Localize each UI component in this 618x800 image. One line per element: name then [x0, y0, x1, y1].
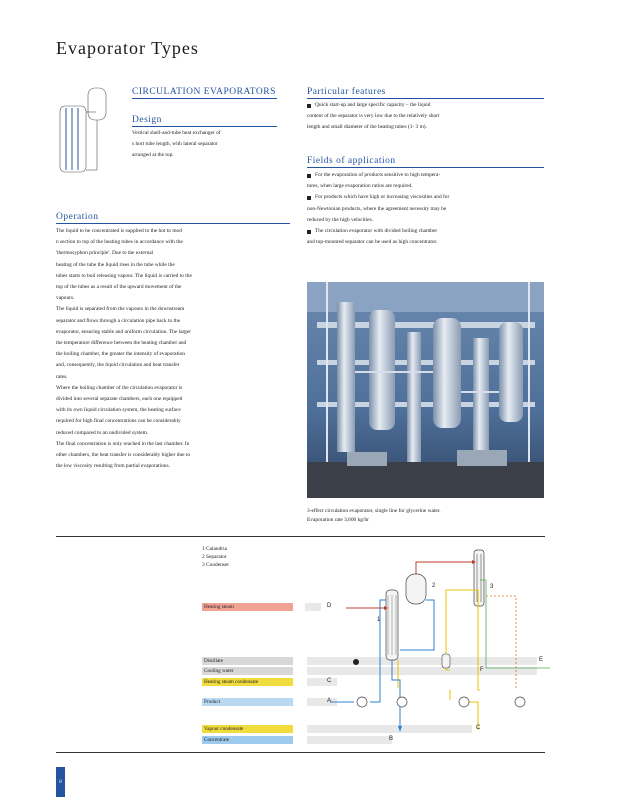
stream-letter-c2: C	[476, 725, 481, 731]
photo-caption: 3-effect circulation evaporator, single line for glycerine water. Evaporation rate 3,600 kg/hr	[307, 508, 441, 523]
page-number-tab	[56, 767, 65, 797]
bottom-divider	[56, 752, 545, 753]
stream-letter-c: C	[327, 678, 332, 684]
heading-rule	[132, 98, 277, 99]
equipment-number-2: 2	[432, 583, 436, 589]
bullet-icon	[307, 104, 311, 108]
plant-photo	[307, 282, 544, 498]
diagram-legend	[202, 546, 229, 569]
page-title: Evaporator Types	[56, 38, 199, 58]
design-text: Vertical shell-and-tube heat exchanger of s hort tube length, with lateral separator arranged at the top.	[132, 130, 221, 159]
features-text: Quick start-up and large specific capacity – the liquid content of the separator is very low due to the relatively short length and small diameter of the heating tubes (1- 3 m).	[307, 102, 440, 131]
legend-item: 1 Calandria	[202, 546, 227, 552]
stream-letter-e: E	[539, 657, 544, 663]
flow-diagram	[300, 540, 550, 750]
stream-concentrate: Concentrate	[202, 736, 293, 744]
operation-text: The liquid to be concentrated is supplied to the hot to mod n section to top of the heating tubes in accordance with the 'thermosyphon principle'. Due to the external heating of the tube the liquid rises in the tube while the tubes starts to boil releasing vapour. The liquid is carried to the top of the tubes as a result of the upward movement of the vapours. The liquid is separated from the vapours in the downstream separator and flows through a circulation pipe back to the evaporator, ensuring stable and uniform circulation. The larger the temperature difference between the heating chamber and the boiling chamber, the greater the intensity of evaporation and, consequently, the liquid circulation and heat transfer rates. Where the boiling chamber of the circulation evaporator is divided into several separate chambers, each one equipped with its own liquid circulation system, the heating surface required for high final concentrations can be considerably reduced compared to an undivided system. The final concentration is only reached in the last chamber. In other chambers, the heat transfer is considerably higher due to the low viscosity resulting from partial evaporations.	[56, 228, 192, 470]
fields-heading: Fields of application	[307, 156, 396, 166]
section-heading-circulation: CIRCULATION EVAPORATORS	[132, 87, 276, 97]
plant-photo-image	[307, 282, 544, 498]
design-heading: Design	[132, 115, 162, 125]
stream-cooling-water: Cooling water	[202, 667, 293, 675]
legend-item: 3 Condenser	[202, 561, 230, 568]
stream-product: Product	[202, 698, 293, 706]
bullet-icon	[307, 230, 311, 234]
design-rule	[132, 126, 277, 127]
page-number: 8	[59, 779, 62, 785]
bullet-icon	[307, 196, 311, 200]
stream-letter-d: D	[327, 603, 332, 609]
stream-letter-f: F	[480, 667, 484, 673]
features-heading: Particular features	[307, 87, 386, 97]
stream-distillate: Distillate	[202, 657, 293, 665]
equipment-number-3: 3	[490, 584, 494, 590]
operation-heading: Operation	[56, 212, 99, 222]
stream-heating-steam-condensate: Heating steam condensate	[202, 678, 293, 686]
bullet-icon	[307, 174, 311, 178]
features-rule	[307, 98, 544, 99]
equipment-number-1: 1	[377, 617, 381, 623]
legend-item: 2 Separator	[202, 553, 227, 560]
fields-rule	[307, 167, 544, 168]
stream-heating-steam: Heating steam	[202, 603, 293, 611]
stream-letter-a: A	[327, 698, 332, 704]
evaporator-sketch	[52, 82, 108, 182]
fields-text: For the evaporation of products sensitive to high tempera- tures, when large evaporation ratios are required. For products which have high or increasing viscosities and for non-Newtonian products, where the agreement necessity may be reduced by the high velocities. The circulation evaporator with divided boiling chamber and top-mounted separator can be used as high concentrator.	[307, 172, 450, 246]
stream-letter-b: B	[389, 736, 394, 742]
stream-vapour-condensate: Vapour condensate	[202, 725, 293, 733]
operation-rule	[56, 223, 290, 224]
top-divider	[56, 536, 545, 537]
